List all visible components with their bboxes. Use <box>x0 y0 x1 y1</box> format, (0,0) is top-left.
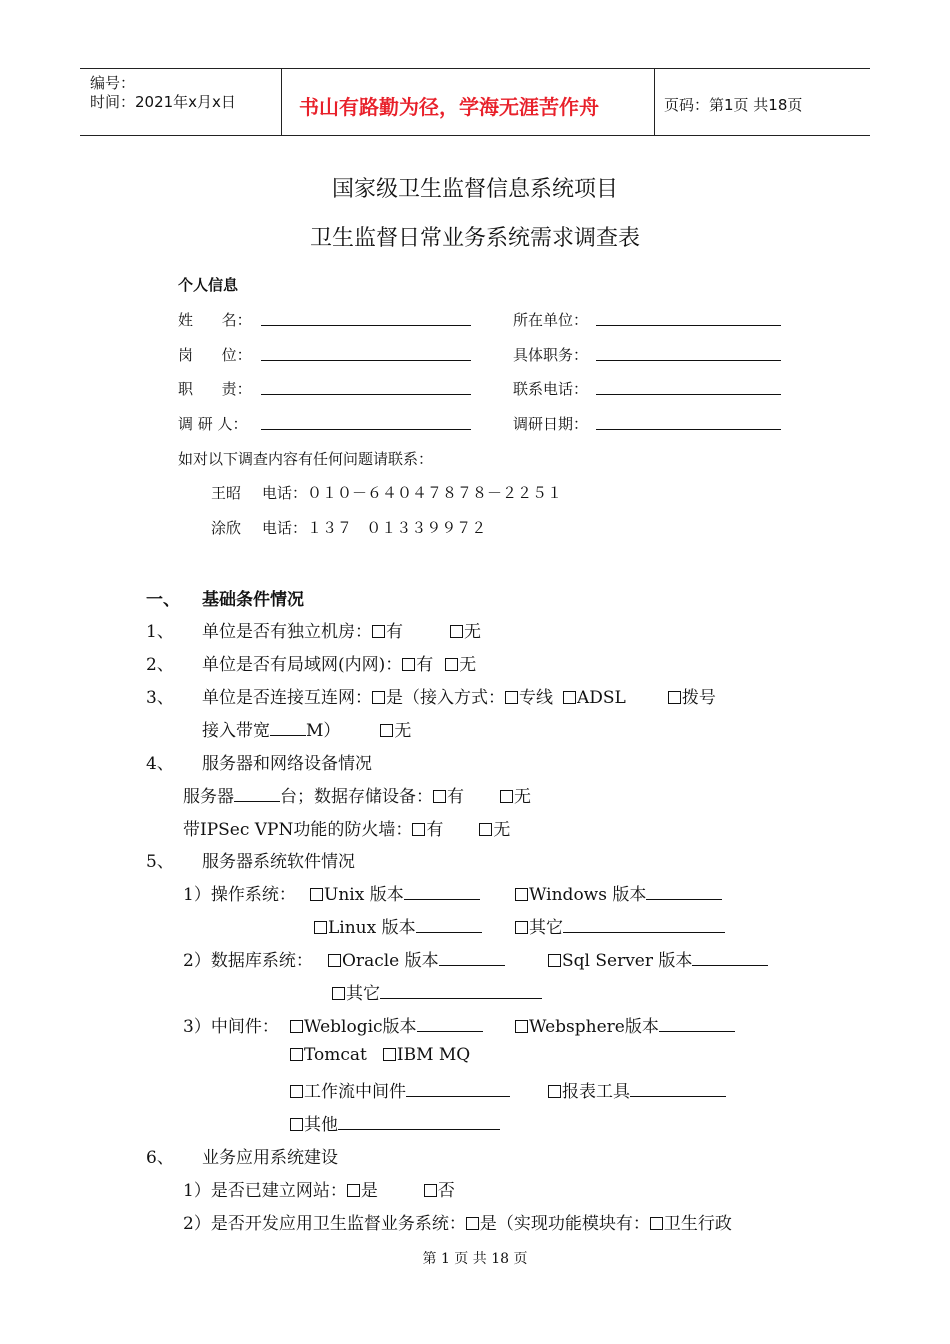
header-slogan: 书山有路勤为径，学海无涯苦作舟 <box>299 95 599 119</box>
name-field[interactable] <box>261 325 471 326</box>
q1-row <box>202 617 481 642</box>
researcher-field[interactable] <box>261 429 471 430</box>
q1-num: 1、 <box>146 622 174 642</box>
q5-workflow-option <box>290 1077 510 1102</box>
q5-sql-label: Sql Server 版本 <box>562 951 693 971</box>
q5-websphere-checkbox[interactable] <box>515 1020 528 1033</box>
header-time: 时间：2021年x月x日 <box>90 93 236 111</box>
phone-field[interactable] <box>596 394 781 395</box>
q1-text: 单位是否有独立机房： <box>202 622 372 642</box>
q3-row <box>202 683 716 708</box>
page-footer: 第 1 页 共 18 页 <box>422 1251 528 1267</box>
q5-workflow-field[interactable] <box>406 1081 510 1097</box>
q5-windows-checkbox[interactable] <box>515 888 528 901</box>
q6-1-label: 1）是否已建立网站： <box>183 1181 347 1201</box>
q3-bandwidth-unit: M） <box>306 721 341 741</box>
q5-num: 5、 <box>146 852 174 872</box>
q5-linux-option <box>314 913 482 938</box>
q3-num: 3、 <box>146 688 174 708</box>
duty-field[interactable] <box>261 394 471 395</box>
q5-tomcat-checkbox[interactable] <box>290 1048 303 1061</box>
q4-server-label: 服务器 <box>183 787 234 807</box>
q5-os-other-option <box>515 913 725 938</box>
q6-num: 6、 <box>146 1148 174 1168</box>
q2-no-label: 无 <box>459 655 477 675</box>
q3-no-checkbox[interactable] <box>380 724 393 737</box>
q4-fw-no-checkbox[interactable] <box>479 823 492 836</box>
q5-websphere-label: Websphere版本 <box>529 1017 659 1037</box>
contact-note: 如对以下调查内容有任何问题请联系： <box>178 450 434 468</box>
q6-2-yes-label: 是（实现功能模块有： <box>479 1214 650 1234</box>
q5-windows-label: Windows 版本 <box>529 885 647 905</box>
q5-workflow-checkbox[interactable] <box>290 1085 303 1098</box>
unit-label: 所在单位： <box>513 311 589 329</box>
q6-1-no-label: 否 <box>437 1181 455 1201</box>
unit-field[interactable] <box>596 325 781 326</box>
q6-1-row <box>183 1176 455 1201</box>
q5-weblogic-option <box>290 1012 483 1037</box>
q2-no-checkbox[interactable] <box>445 658 458 671</box>
section1-title: 基础条件情况 <box>202 590 304 610</box>
q4-fw-no-label: 无 <box>493 820 511 840</box>
q3-opt2-label: ADSL <box>577 688 626 708</box>
q5-report-field[interactable] <box>630 1081 726 1097</box>
doc-title-line2: 卫生监督日常业务系统需求调查表 <box>309 226 640 251</box>
q4-num: 4、 <box>146 754 174 774</box>
q6-2-yes-checkbox[interactable] <box>466 1217 479 1230</box>
q1-no-checkbox[interactable] <box>450 625 463 638</box>
q5-report-checkbox[interactable] <box>548 1085 561 1098</box>
q3-yes-label: 是（接入方式： <box>386 688 505 708</box>
q4-firewall-row <box>183 815 510 840</box>
q3-bandwidth-row <box>202 716 411 741</box>
q3-opt1-checkbox[interactable] <box>505 691 518 704</box>
contact1-phone: 电话：０１０－６４０４７８７８－２２５１ <box>262 484 563 502</box>
header-number: 编号： <box>90 74 136 92</box>
q4-text: 服务器和网络设备情况 <box>202 754 372 774</box>
q5-weblogic-checkbox[interactable] <box>290 1020 303 1033</box>
q5-mw-other-label: 其他 <box>304 1115 338 1135</box>
q6-2-opt-checkbox[interactable] <box>650 1217 663 1230</box>
date-label: 调研日期： <box>513 415 589 433</box>
q5-ibmmq-label: IBM MQ <box>396 1045 471 1065</box>
q5-weblogic-version-field[interactable] <box>417 1016 483 1032</box>
doc-title-line1: 国家级卫生监督信息系统项目 <box>331 177 618 202</box>
q4-firewall-label: 带IPSec VPN功能的防火墙： <box>183 820 413 840</box>
q5-windows-version-field[interactable] <box>646 884 722 900</box>
q4-no-checkbox[interactable] <box>500 790 513 803</box>
contact1-name: 王昭 <box>211 484 242 502</box>
post-label: 岗 位： <box>178 346 252 364</box>
q5-mw-other-field[interactable] <box>338 1114 500 1130</box>
q6-1-no-checkbox[interactable] <box>424 1184 437 1197</box>
q5-oracle-label: Oracle 版本 <box>342 951 439 971</box>
q6-2-opt-label: 卫生行政 <box>663 1214 732 1234</box>
q4-fw-yes-checkbox[interactable] <box>412 823 425 836</box>
q6-1-yes-label: 是 <box>360 1181 378 1201</box>
name-label: 姓 名： <box>178 311 252 329</box>
personal-heading: 个人信息 <box>178 276 239 294</box>
q4-server-count-field[interactable] <box>234 786 280 802</box>
researcher-label: 调 研 人： <box>178 415 248 433</box>
q2-text: 单位是否有局域网(内网)： <box>202 655 403 675</box>
q5-linux-label: Linux 版本 <box>328 918 416 938</box>
q5-os-other-label: 其它 <box>529 918 563 938</box>
q5-report-option <box>548 1077 726 1102</box>
q5-db-other-checkbox[interactable] <box>332 987 345 1000</box>
phone-label: 联系电话： <box>513 380 589 398</box>
q5-workflow-label: 工作流中间件 <box>304 1082 406 1102</box>
q5-db-other-field[interactable] <box>380 983 542 999</box>
q5-os-label: 1）操作系统： <box>183 885 296 905</box>
q5-mw-other-checkbox[interactable] <box>290 1118 303 1131</box>
section1-num: 一、 <box>146 590 180 610</box>
date-field[interactable] <box>596 429 781 430</box>
q5-websphere-version-field[interactable] <box>659 1016 735 1032</box>
q3-opt2-checkbox[interactable] <box>563 691 576 704</box>
duty-label: 职 责： <box>178 380 252 398</box>
q3-bandwidth-field[interactable] <box>270 720 306 736</box>
q5-linux-version-field[interactable] <box>416 917 482 933</box>
q5-oracle-version-field[interactable] <box>439 950 505 966</box>
q5-weblogic-label: Weblogic版本 <box>304 1017 417 1037</box>
contact2-name: 涂欣 <box>211 519 242 537</box>
q5-sql-checkbox[interactable] <box>548 954 561 967</box>
q5-db-label: 2）数据库系统： <box>183 951 313 971</box>
q1-yes-checkbox[interactable] <box>372 625 385 638</box>
q4-no-label: 无 <box>514 787 531 807</box>
q5-unix-label: Unix 版本 <box>324 885 404 905</box>
q3-opt3-checkbox[interactable] <box>668 691 681 704</box>
post-field[interactable] <box>261 360 471 361</box>
q6-text: 业务应用系统建设 <box>202 1148 338 1168</box>
q3-opt1-label: 专线 <box>519 688 553 708</box>
q5-oracle-option <box>328 946 505 971</box>
q5-mw-other-option <box>290 1110 500 1135</box>
q4-yes-checkbox[interactable] <box>433 790 446 803</box>
q1-yes-label: 有 <box>386 622 403 642</box>
q6-1-yes-checkbox[interactable] <box>347 1184 360 1197</box>
q5-linux-checkbox[interactable] <box>314 921 327 934</box>
contact2-phone: 电话：１３７ ０１３３９９７２ <box>262 519 487 537</box>
q5-unix-option <box>310 880 480 905</box>
q5-unix-checkbox[interactable] <box>310 888 323 901</box>
q5-unix-version-field[interactable] <box>404 884 480 900</box>
q5-windows-option <box>515 880 722 905</box>
q5-sql-option <box>548 946 768 971</box>
q2-yes-checkbox[interactable] <box>402 658 415 671</box>
q3-yes-checkbox[interactable] <box>372 691 385 704</box>
q1-no-label: 无 <box>464 622 481 642</box>
q2-num: 2、 <box>146 655 174 675</box>
q3-bandwidth-label: 接入带宽 <box>202 721 270 741</box>
q6-2-label: 2）是否开发应用卫生监督业务系统： <box>183 1214 466 1234</box>
q5-report-label: 报表工具 <box>562 1082 630 1102</box>
q4-server-row <box>183 782 531 807</box>
q5-tomcat-label: Tomcat <box>304 1045 367 1065</box>
q5-os-other-checkbox[interactable] <box>515 921 528 934</box>
q2-row <box>202 650 476 675</box>
q5-text: 服务器系统软件情况 <box>202 852 355 872</box>
q5-mw-label: 3）中间件： <box>183 1017 279 1037</box>
q5-oracle-checkbox[interactable] <box>328 954 341 967</box>
job-label: 具体职务： <box>513 346 589 364</box>
q5-db-other-label: 其它 <box>346 984 380 1004</box>
q6-2-row <box>183 1209 732 1234</box>
q4-fw-yes-label: 有 <box>426 820 444 840</box>
header-page-info: 页码：第1页 共18页 <box>664 96 803 114</box>
q4-yes-label: 有 <box>447 787 464 807</box>
q4-storage-label: 台；数据存储设备： <box>280 787 433 807</box>
q3-opt3-label: 拨号 <box>681 688 716 708</box>
q3-text: 单位是否连接互连网： <box>202 688 372 708</box>
q5-os-other-field[interactable] <box>563 917 725 933</box>
job-field[interactable] <box>596 360 781 361</box>
q5-sql-version-field[interactable] <box>692 950 768 966</box>
q5-websphere-option <box>515 1012 735 1037</box>
q5-ibmmq-checkbox[interactable] <box>383 1048 396 1061</box>
q3-no-label: 无 <box>394 721 412 741</box>
q5-db-other-option <box>332 979 542 1004</box>
q5-tomcat-option <box>290 1045 470 1065</box>
q2-yes-label: 有 <box>416 655 434 675</box>
